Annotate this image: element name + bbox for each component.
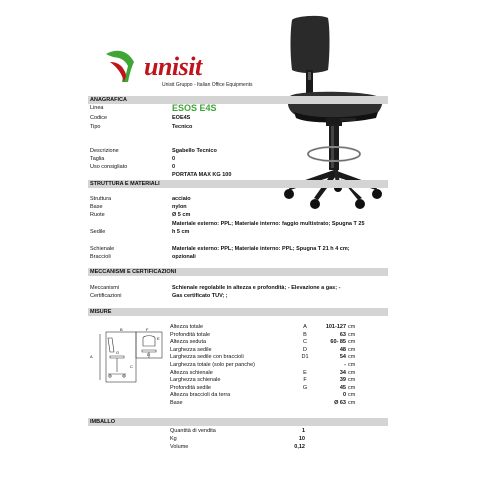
measure-label: Profondità totale xyxy=(170,331,211,338)
section-title: IMBALLO xyxy=(90,419,116,425)
logo-tagline: Unisit Gruppo - Italian Office Equipments xyxy=(162,82,253,88)
value-tipo: Tecnico xyxy=(172,124,193,130)
label-linea: Linea xyxy=(90,105,104,111)
measure-value: Ø 63 xyxy=(334,400,346,406)
measure-value: 60- 85 xyxy=(330,339,346,346)
label-codice: Codice xyxy=(90,115,108,121)
label-taglia: Taglia xyxy=(90,156,105,162)
value-certificazioni: Gas certificato TUV; ; xyxy=(172,293,228,299)
measure-code: B xyxy=(303,331,307,338)
label-certificazioni: Certificazioni xyxy=(90,293,122,299)
logo-wordmark: unisit xyxy=(144,52,202,81)
measure-label: Altezza schienale xyxy=(170,369,213,376)
measure-code: E xyxy=(303,369,307,376)
measure-unit: cm xyxy=(348,324,356,330)
section-title: MECCANISMI E CERTIFICAZIONI xyxy=(90,269,177,275)
measure-unit: cm xyxy=(348,400,356,406)
packaging-value: 10 xyxy=(298,436,305,442)
diagram-letter-f: F xyxy=(146,327,149,332)
measure-label: Larghezza totale (solo per panche) xyxy=(170,362,255,368)
label-ruote: Ruote xyxy=(90,212,105,218)
measure-label: Altezza braccioli da terra xyxy=(170,392,231,399)
section-misure xyxy=(88,308,388,316)
section-title: STRUTTURA E MATERIALI xyxy=(90,181,160,187)
section-anagrafica xyxy=(88,96,388,104)
measure-label: Base xyxy=(170,400,183,406)
measure-code: C xyxy=(303,339,307,346)
measure-unit: cm xyxy=(348,362,356,368)
measure-unit: cm xyxy=(348,354,356,361)
diagram-letter-c: C xyxy=(130,364,133,369)
measure-code: G xyxy=(302,384,308,391)
measure-unit: cm xyxy=(348,369,356,376)
diagram-letter-g: G xyxy=(116,350,120,355)
value-taglia: 0 xyxy=(172,156,176,162)
measure-label: Larghezza schienale xyxy=(170,377,221,384)
measure-value: 54 xyxy=(339,354,346,361)
value-braccioli: opzionali xyxy=(172,254,196,260)
label-struttura: Struttura xyxy=(90,196,112,202)
measure-unit: cm xyxy=(348,331,356,338)
value-uso: 0 xyxy=(172,164,176,170)
value-descrizione: Sgabello Tecnico xyxy=(172,148,217,154)
measure-unit: cm xyxy=(348,377,356,384)
packaging-value: 0,12 xyxy=(294,444,305,450)
dimension-diagram xyxy=(86,326,166,386)
measure-unit: cm xyxy=(348,384,356,391)
measure-value: 48 xyxy=(339,346,346,353)
measure-unit: cm xyxy=(348,392,356,399)
measure-unit: cm xyxy=(348,346,356,353)
packaging-label: Quantità di vendita xyxy=(170,428,216,434)
packaging-label: Kg xyxy=(170,436,177,442)
section-title: MISURE xyxy=(90,309,112,315)
label-schienale: Schienale xyxy=(90,246,115,252)
measure-value: 101-127 xyxy=(325,324,346,330)
measure-value: 39 xyxy=(339,377,346,384)
section-title: ANAGRAFICA xyxy=(90,97,127,103)
value-portata: PORTATA MAX KG 100 xyxy=(172,172,232,178)
measure-label: Profondità sedile xyxy=(170,384,211,391)
section-meccanismi xyxy=(88,268,388,276)
diagram-letter-e: E xyxy=(157,336,160,341)
measure-value: 63 xyxy=(339,331,346,338)
measure-label: Altezza seduta xyxy=(170,339,207,346)
value-codice: EOE4S xyxy=(172,115,191,121)
measure-code: F xyxy=(303,377,307,384)
value-sedile: h 5 cm xyxy=(172,229,190,235)
measure-code: D xyxy=(303,346,307,353)
label-sedile: Sedile xyxy=(90,229,106,235)
value-ruote: Ø 5 cm xyxy=(172,212,191,218)
value-schienale: Materiale esterno: PPL; Materiale interno: PPL; Spugna T 21 h 4 cm; xyxy=(172,246,350,252)
measure-unit: cm xyxy=(348,339,356,346)
diagram-letter-a: A xyxy=(90,354,93,359)
section-imballo xyxy=(88,418,388,426)
section-struttura xyxy=(88,180,388,188)
measure-value: 45 xyxy=(339,384,346,391)
label-descrizione: Descrizione xyxy=(90,148,119,154)
label-braccioli: Braccioli xyxy=(90,254,111,260)
measure-code: A xyxy=(303,324,307,330)
packaging-value: 1 xyxy=(301,428,305,434)
label-uso: Uso consigliato xyxy=(90,164,128,170)
label-tipo: Tipo xyxy=(90,124,101,130)
value-meccanismi: Schienale regolabile in altezza e profondità; - Elevazione a gas; - xyxy=(172,285,341,291)
label-base: Base xyxy=(90,204,103,210)
product-line: ESOS E4S xyxy=(172,103,217,113)
measure-label: Altezza totale xyxy=(170,324,204,330)
measure-value: 0 xyxy=(342,392,346,399)
diagram-letter-b: B xyxy=(120,327,123,332)
measure-label: Larghezza sedile con braccioli xyxy=(170,354,244,361)
packaging-label: Volume xyxy=(170,444,189,450)
measure-value: - xyxy=(344,362,346,368)
value-base: nylon xyxy=(172,204,187,210)
measure-code: D1 xyxy=(301,354,309,361)
value-sedile-materiale: Materiale esterno: PPL; Materiale interno: faggio multistrato; Spugna T 25 xyxy=(172,221,365,227)
diagram-letter-d: D xyxy=(147,352,150,357)
brand-logo xyxy=(104,44,254,94)
measure-value: 34 xyxy=(339,369,346,376)
measure-label: Larghezza sedile xyxy=(170,346,212,353)
label-meccanismi: Meccanismi xyxy=(90,285,120,291)
value-struttura: acciaio xyxy=(172,196,191,202)
